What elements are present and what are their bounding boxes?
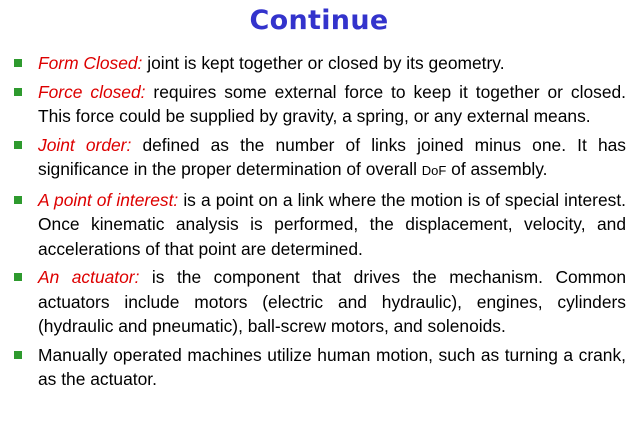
slide-title: Continue bbox=[249, 5, 389, 36]
bullet-joint-order bbox=[14, 133, 626, 184]
square-bullet-icon bbox=[14, 273, 22, 281]
definition-text: requires some external force to keep it together or closed. This force could be supplied by gravity, a spring, or any external means. bbox=[38, 81, 626, 126]
square-bullet-icon bbox=[14, 196, 22, 204]
square-bullet-icon bbox=[14, 351, 22, 359]
square-bullet-icon bbox=[14, 88, 22, 96]
term-label: Form Closed: bbox=[38, 53, 143, 73]
term-label: Force closed: bbox=[38, 81, 146, 102]
dof-abbreviation: DoF bbox=[421, 163, 447, 178]
bullet-force-closed bbox=[14, 80, 626, 129]
bullet-list bbox=[14, 51, 626, 396]
definition-text: is a point on a link where the motion is of special interest. Once kinematic analysis is performed, the displacement, velocity, and accelerations of that point are determined. bbox=[38, 189, 626, 259]
term-label: Joint order: bbox=[38, 134, 132, 155]
square-bullet-icon bbox=[14, 141, 22, 149]
bullet-form-closed bbox=[14, 51, 626, 76]
definition-text: Manually operated machines utilize human motion, such as turning a crank, as the actuator. bbox=[38, 344, 626, 389]
term-label: An actuator: bbox=[38, 267, 140, 287]
square-bullet-icon bbox=[14, 59, 22, 67]
definition-text: joint is kept together or closed by its geometry. bbox=[142, 53, 505, 73]
bullet-point-of-interest bbox=[14, 188, 626, 262]
bullet-manual-machines bbox=[14, 343, 626, 392]
bullet-actuator bbox=[14, 265, 626, 339]
definition-text: is the component that drives the mechanism. Common actuators include motors (electric and hydraulic), engines, cylinders (hydraulic and pneumatic), ball-screw motors, and solenoids. bbox=[38, 267, 626, 336]
definition-text: defined as the number of links joined minus one. It has significance in the proper determination of overall bbox=[38, 134, 627, 179]
term-label: A point of interest: bbox=[38, 189, 179, 210]
definition-text-end: of assembly. bbox=[446, 159, 548, 179]
